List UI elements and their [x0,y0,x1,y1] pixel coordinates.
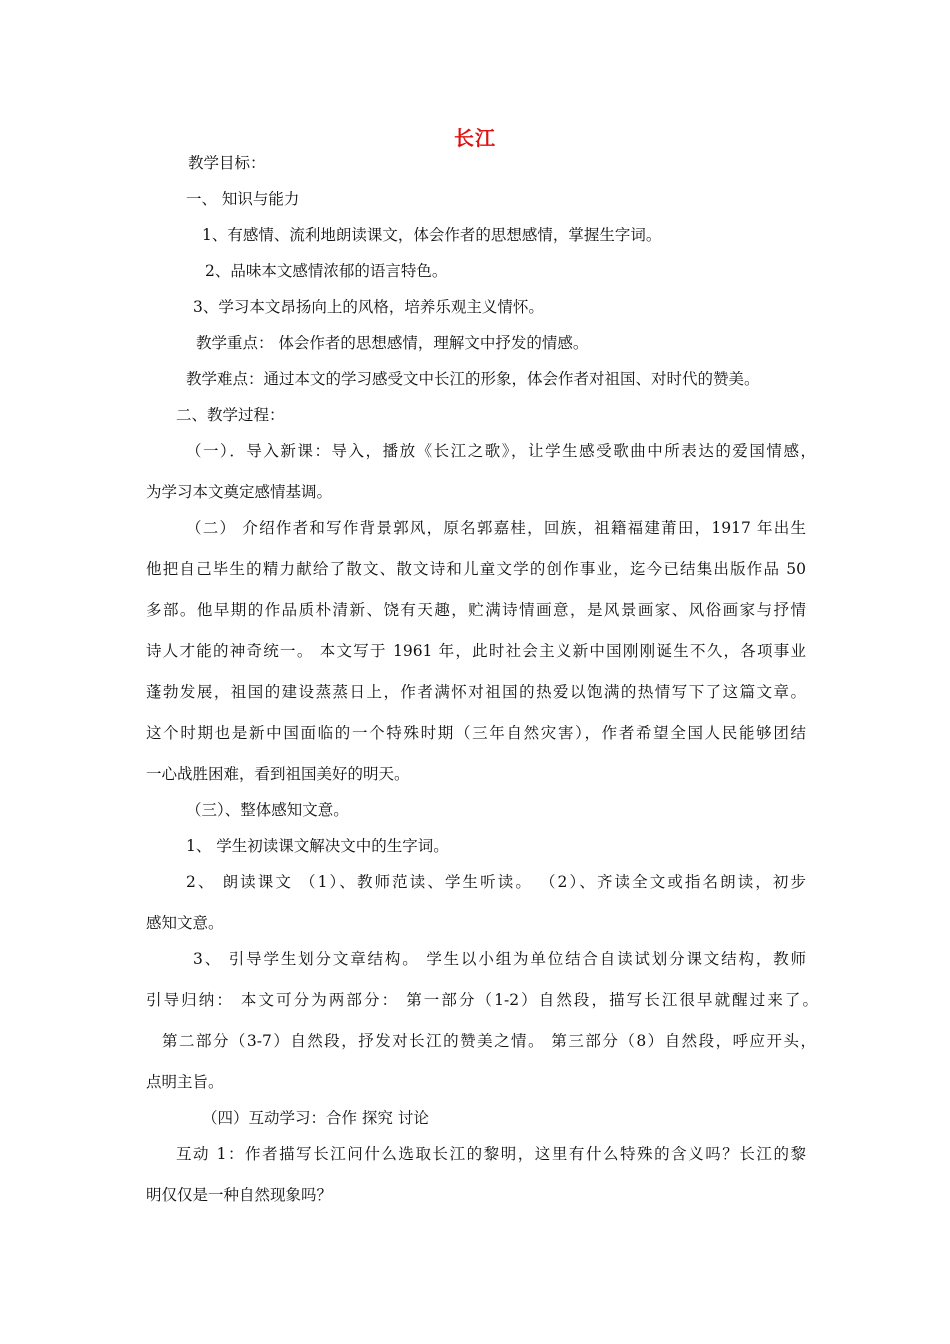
text-line: 3、 引导学生划分文章结构。 学生以小组为单位结合自读试划分课文结构，教师 [193,950,806,968]
text-line: 教学目标： [188,154,266,172]
text-line: 点明主旨。 [146,1073,224,1091]
text-line: 为学习本文奠定感情基调。 [146,483,333,501]
text-line: （一）．导入新课：导入，播放《长江之歌》，让学生感受歌曲中所表达的爱国情感， [186,442,816,460]
text-line: 2、品味本文感情浓郁的语言特色。 [205,262,448,280]
text-line: 他把自己毕生的精力献给了散文、散文诗和儿童文学的创作事业，迄今已结集出版作品 50 [146,560,806,578]
text-line: 一、 知识与能力 [186,190,300,208]
text-line: 明仅仅是一种自然现象吗？ [146,1186,333,1204]
text-line: 蓬勃发展，祖国的建设蒸蒸日上，作者满怀对祖国的热爱以饱满的热情写下了这篇文章。 [146,683,806,701]
text-line: 第二部分（3-7）自然段，抒发对长江的赞美之情。 第三部分（8）自然段，呼应开头， [162,1032,816,1050]
text-line: 二、教学过程： [176,406,285,424]
text-line: 2、 朗读课文 （1）、教师范读、学生听读。 （2）、齐读全文或指名朗读，初步 [186,873,806,891]
text-line: 这个时期也是新中国面临的一个特殊时期（三年自然灾害），作者希望全国人民能够团结 [146,724,806,742]
text-line: （二） 介绍作者和写作背景郭风，原名郭嘉桂，回族，祖籍福建莆田，1917 年出生 [186,519,806,537]
text-line: 互动 1：作者描写长江问什么选取长江的黎明，这里有什么特殊的含义吗？长江的黎 [176,1145,806,1163]
text-line: 教学重点： 体会作者的思想感情，理解文中抒发的情感。 [196,334,589,352]
page-title: 长江 [454,126,496,150]
text-line: （四）互动学习：合作 探究 讨论 [202,1109,429,1127]
text-line: 诗人才能的神奇统一。 本文写于 1961 年，此时社会主义新中国刚刚诞生不久，各项事业 [146,642,806,660]
text-line: 多部。他早期的作品质朴清新、饶有天趣，贮满诗情画意，是风景画家、风俗画家与抒情 [146,601,806,619]
text-line: 引导归纳： 本文可分为两部分： 第一部分（1-2）自然段，描写长江很早就醒过来了。 [146,991,818,1009]
text-line: 3、学习本文昂扬向上的风格，培养乐观主义情怀。 [193,298,544,316]
text-line: 感知文意。 [146,914,224,932]
text-line: 1、有感情、流利地朗读课文，体会作者的思想感情，掌握生字词。 [202,226,662,244]
text-line: 1、 学生初读课文解决文中的生字词。 [186,837,449,855]
text-line: 一心战胜困难，看到祖国美好的明天。 [146,765,410,783]
text-line: （三）、整体感知文意。 [186,801,349,819]
text-line: 教学难点：通过本文的学习感受文中长江的形象，体会作者对祖国、对时代的赞美。 [186,370,760,388]
